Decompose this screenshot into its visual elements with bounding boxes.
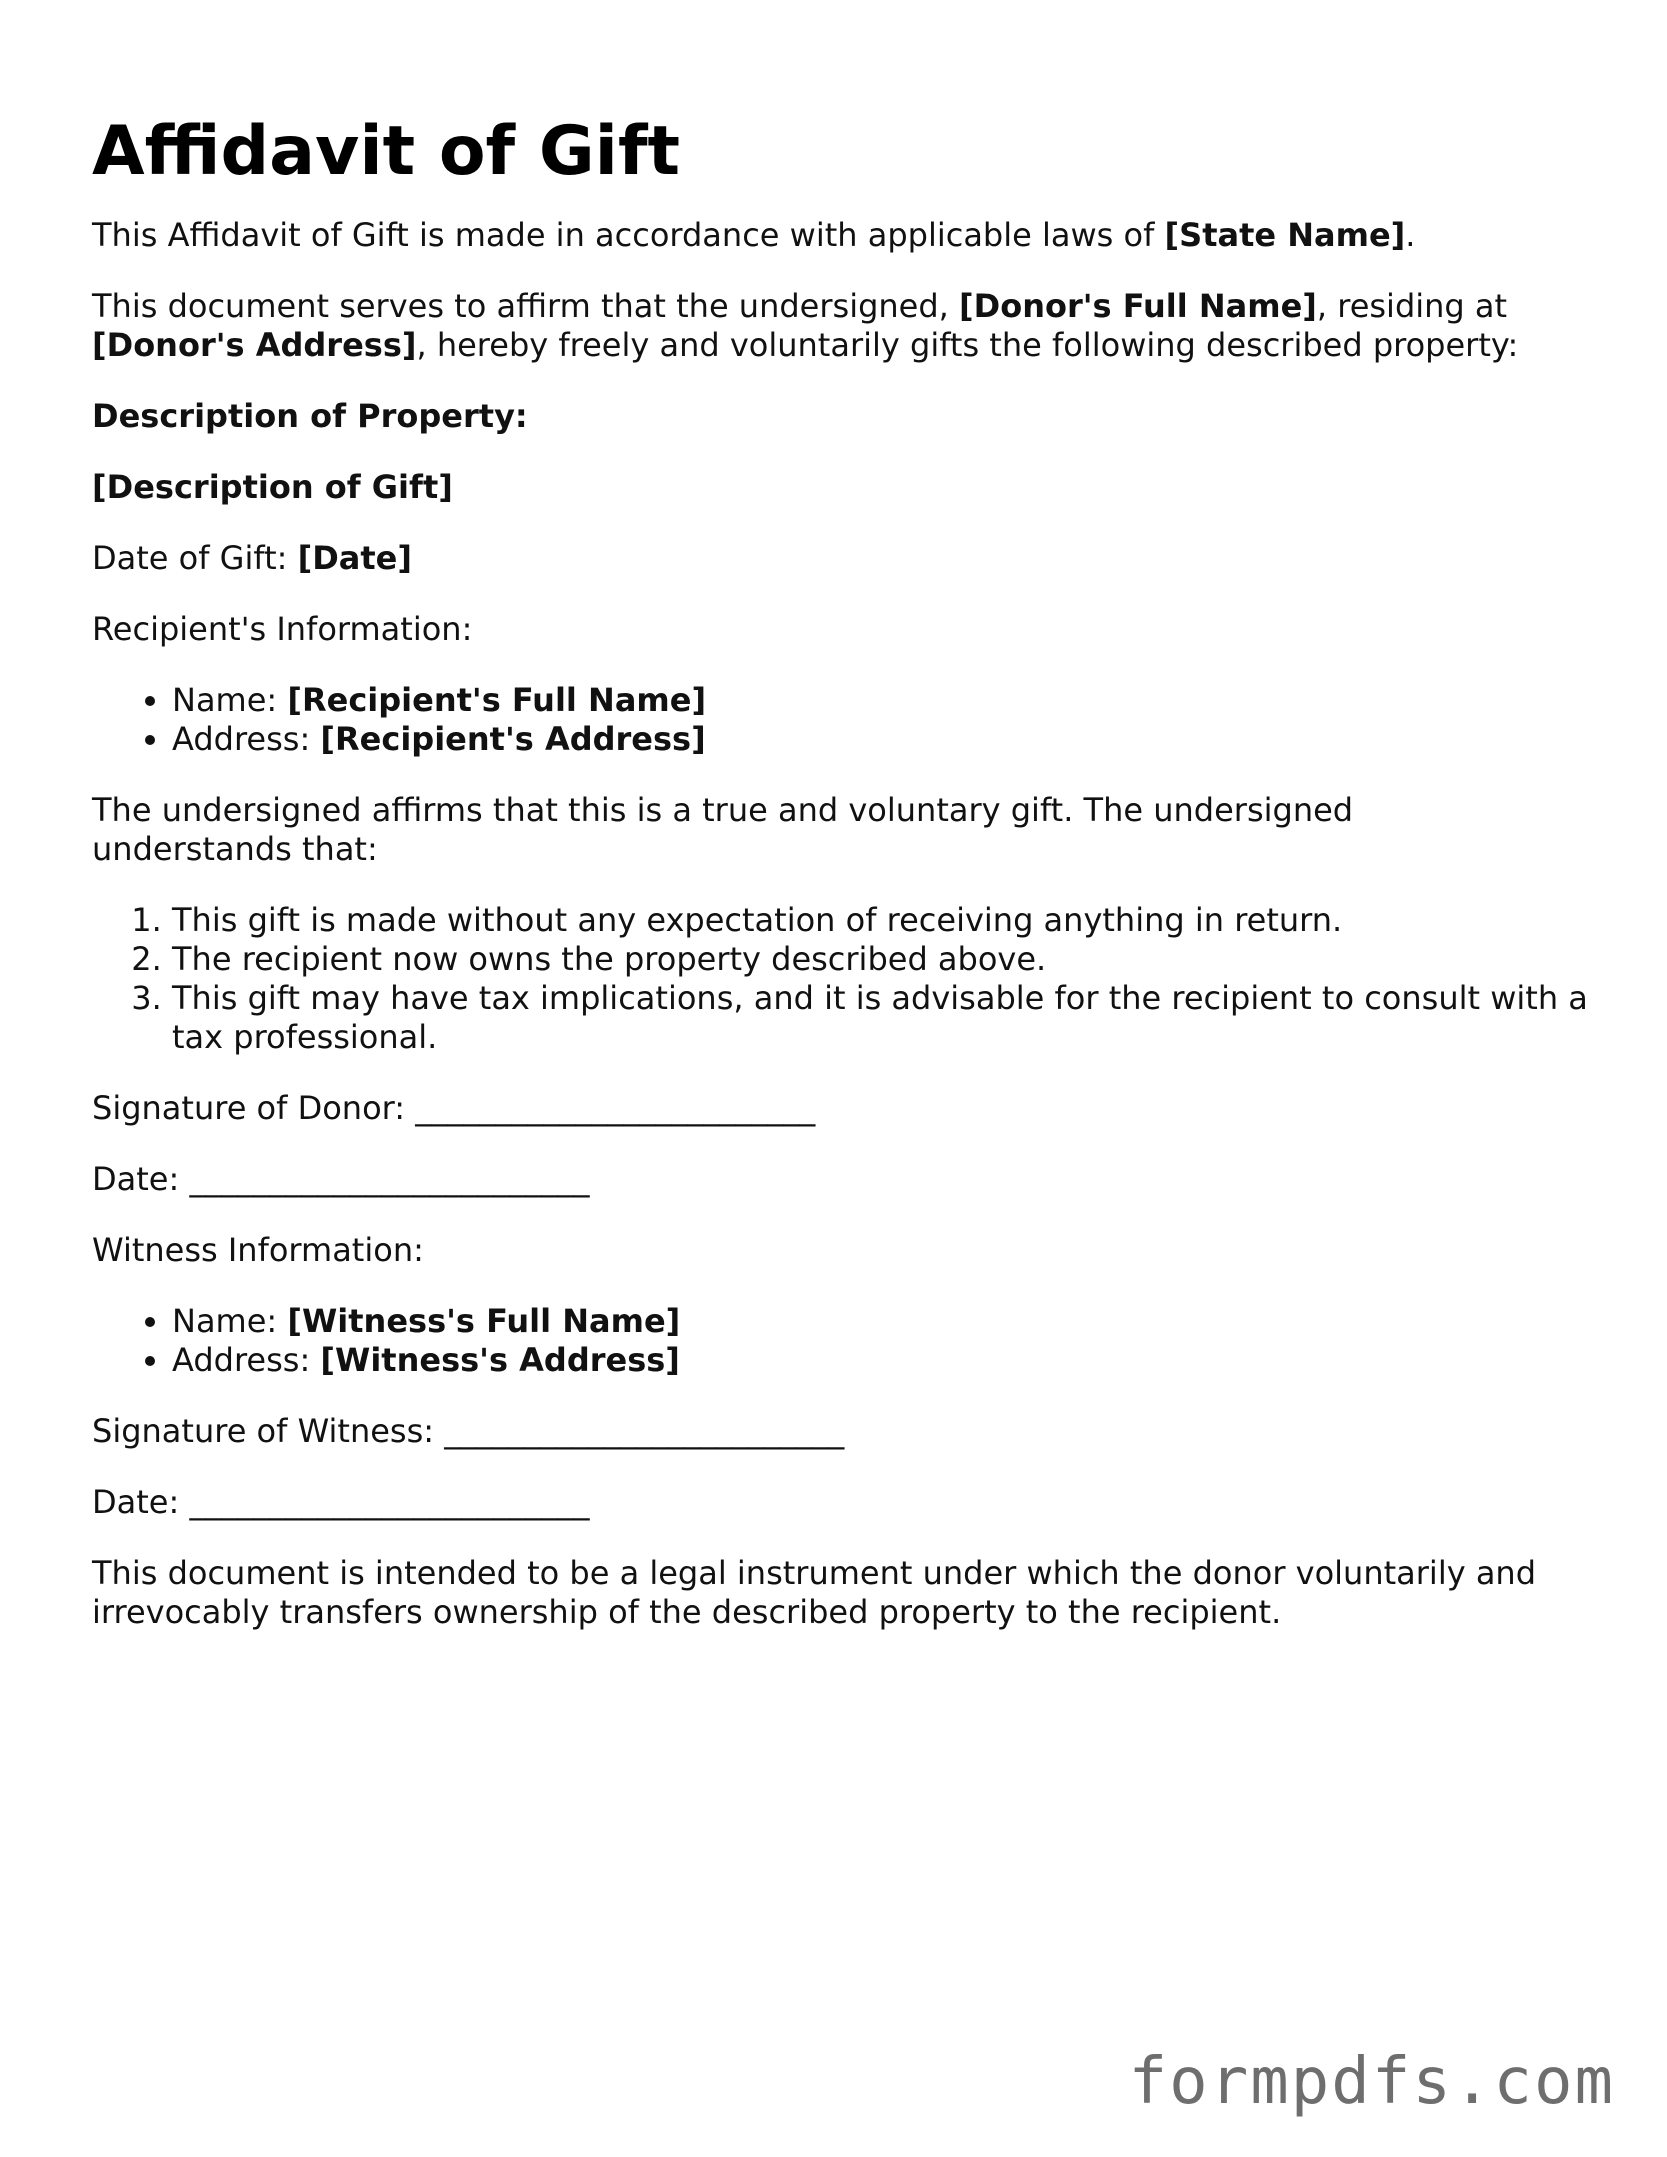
- closing-paragraph: This document is intended to be a legal instrument under which the donor voluntarily and irrevocably transfers ownership of the described property to the recipient.: [92, 1554, 1537, 1631]
- affirm-text-2: , residing at: [1316, 287, 1508, 325]
- witness-name-placeholder: [Witness's Full Name]: [287, 1302, 681, 1340]
- witness-signature-line: Signature of Witness: _________________________: [92, 1412, 845, 1450]
- gift-date-label: Date of Gift:: [92, 539, 298, 577]
- witness-list: [92, 1302, 1592, 1380]
- understands-paragraph: The undersigned affirms that this is a true and voluntary gift. The undersigned understands that:: [92, 791, 1354, 868]
- donor-signature-line: Signature of Donor: _________________________: [92, 1089, 816, 1127]
- witness-address-placeholder: [Witness's Address]: [320, 1341, 680, 1379]
- donor-date-line: Date: _________________________: [92, 1160, 590, 1198]
- recipient-name-placeholder: [Recipient's Full Name]: [287, 681, 707, 719]
- donor-date-blank[interactable]: _________________________: [189, 1160, 590, 1198]
- donor-address-placeholder: [Donor's Address]: [92, 326, 417, 364]
- state-name-placeholder: [State Name]: [1164, 216, 1406, 254]
- intro-paragraph: [92, 216, 1592, 255]
- witness-date-blank[interactable]: _________________________: [189, 1483, 590, 1521]
- intro-text-before: This Affidavit of Gift is made in accordance with applicable laws of: [92, 216, 1165, 254]
- property-heading: Description of Property:: [92, 397, 528, 435]
- witness-name-item: • Name: [Witness's Full Name]: [172, 1302, 1592, 1341]
- terms-list: [92, 901, 1592, 1057]
- recipient-address-placeholder: [Recipient's Address]: [320, 720, 706, 758]
- recipient-list: [92, 681, 1592, 759]
- intro-text-after: .: [1405, 216, 1416, 254]
- term-item: 1. This gift is made without any expectation of receiving anything in return.: [172, 901, 1592, 940]
- witness-signature-blank[interactable]: _________________________: [444, 1412, 845, 1450]
- witness-address-item: • Address: [Witness's Address]: [172, 1341, 1592, 1380]
- gift-date-placeholder: [Date]: [297, 539, 412, 577]
- recipient-name-item: • Name: [Recipient's Full Name]: [172, 681, 1592, 720]
- term-item: 3. This gift may have tax implications, and it is advisable for the recipient to consult with a tax professional.: [172, 979, 1592, 1057]
- donor-signature-blank[interactable]: _________________________: [415, 1089, 816, 1127]
- witness-heading: Witness Information:: [92, 1231, 424, 1269]
- witness-date-line: Date: _________________________: [92, 1483, 590, 1521]
- gift-description: [Description of Gift]: [92, 468, 453, 506]
- gift-date-line: [92, 539, 1592, 578]
- term-item: 2. The recipient now owns the property described above.: [172, 940, 1592, 979]
- watermark: formpdfs.com: [1128, 2045, 1615, 2119]
- document-title: Affidavit of Gift: [92, 112, 681, 191]
- donor-name-placeholder: [Donor's Full Name]: [959, 287, 1317, 325]
- affirm-paragraph: [92, 287, 1592, 365]
- document-body: [92, 112, 1592, 1664]
- affirm-text-3: , hereby freely and voluntarily gifts the following described property:: [416, 326, 1519, 364]
- recipient-heading: Recipient's Information:: [92, 610, 473, 648]
- recipient-address-item: • Address: [Recipient's Address]: [172, 720, 1592, 759]
- affirm-text-1: This document serves to affirm that the undersigned,: [92, 287, 960, 325]
